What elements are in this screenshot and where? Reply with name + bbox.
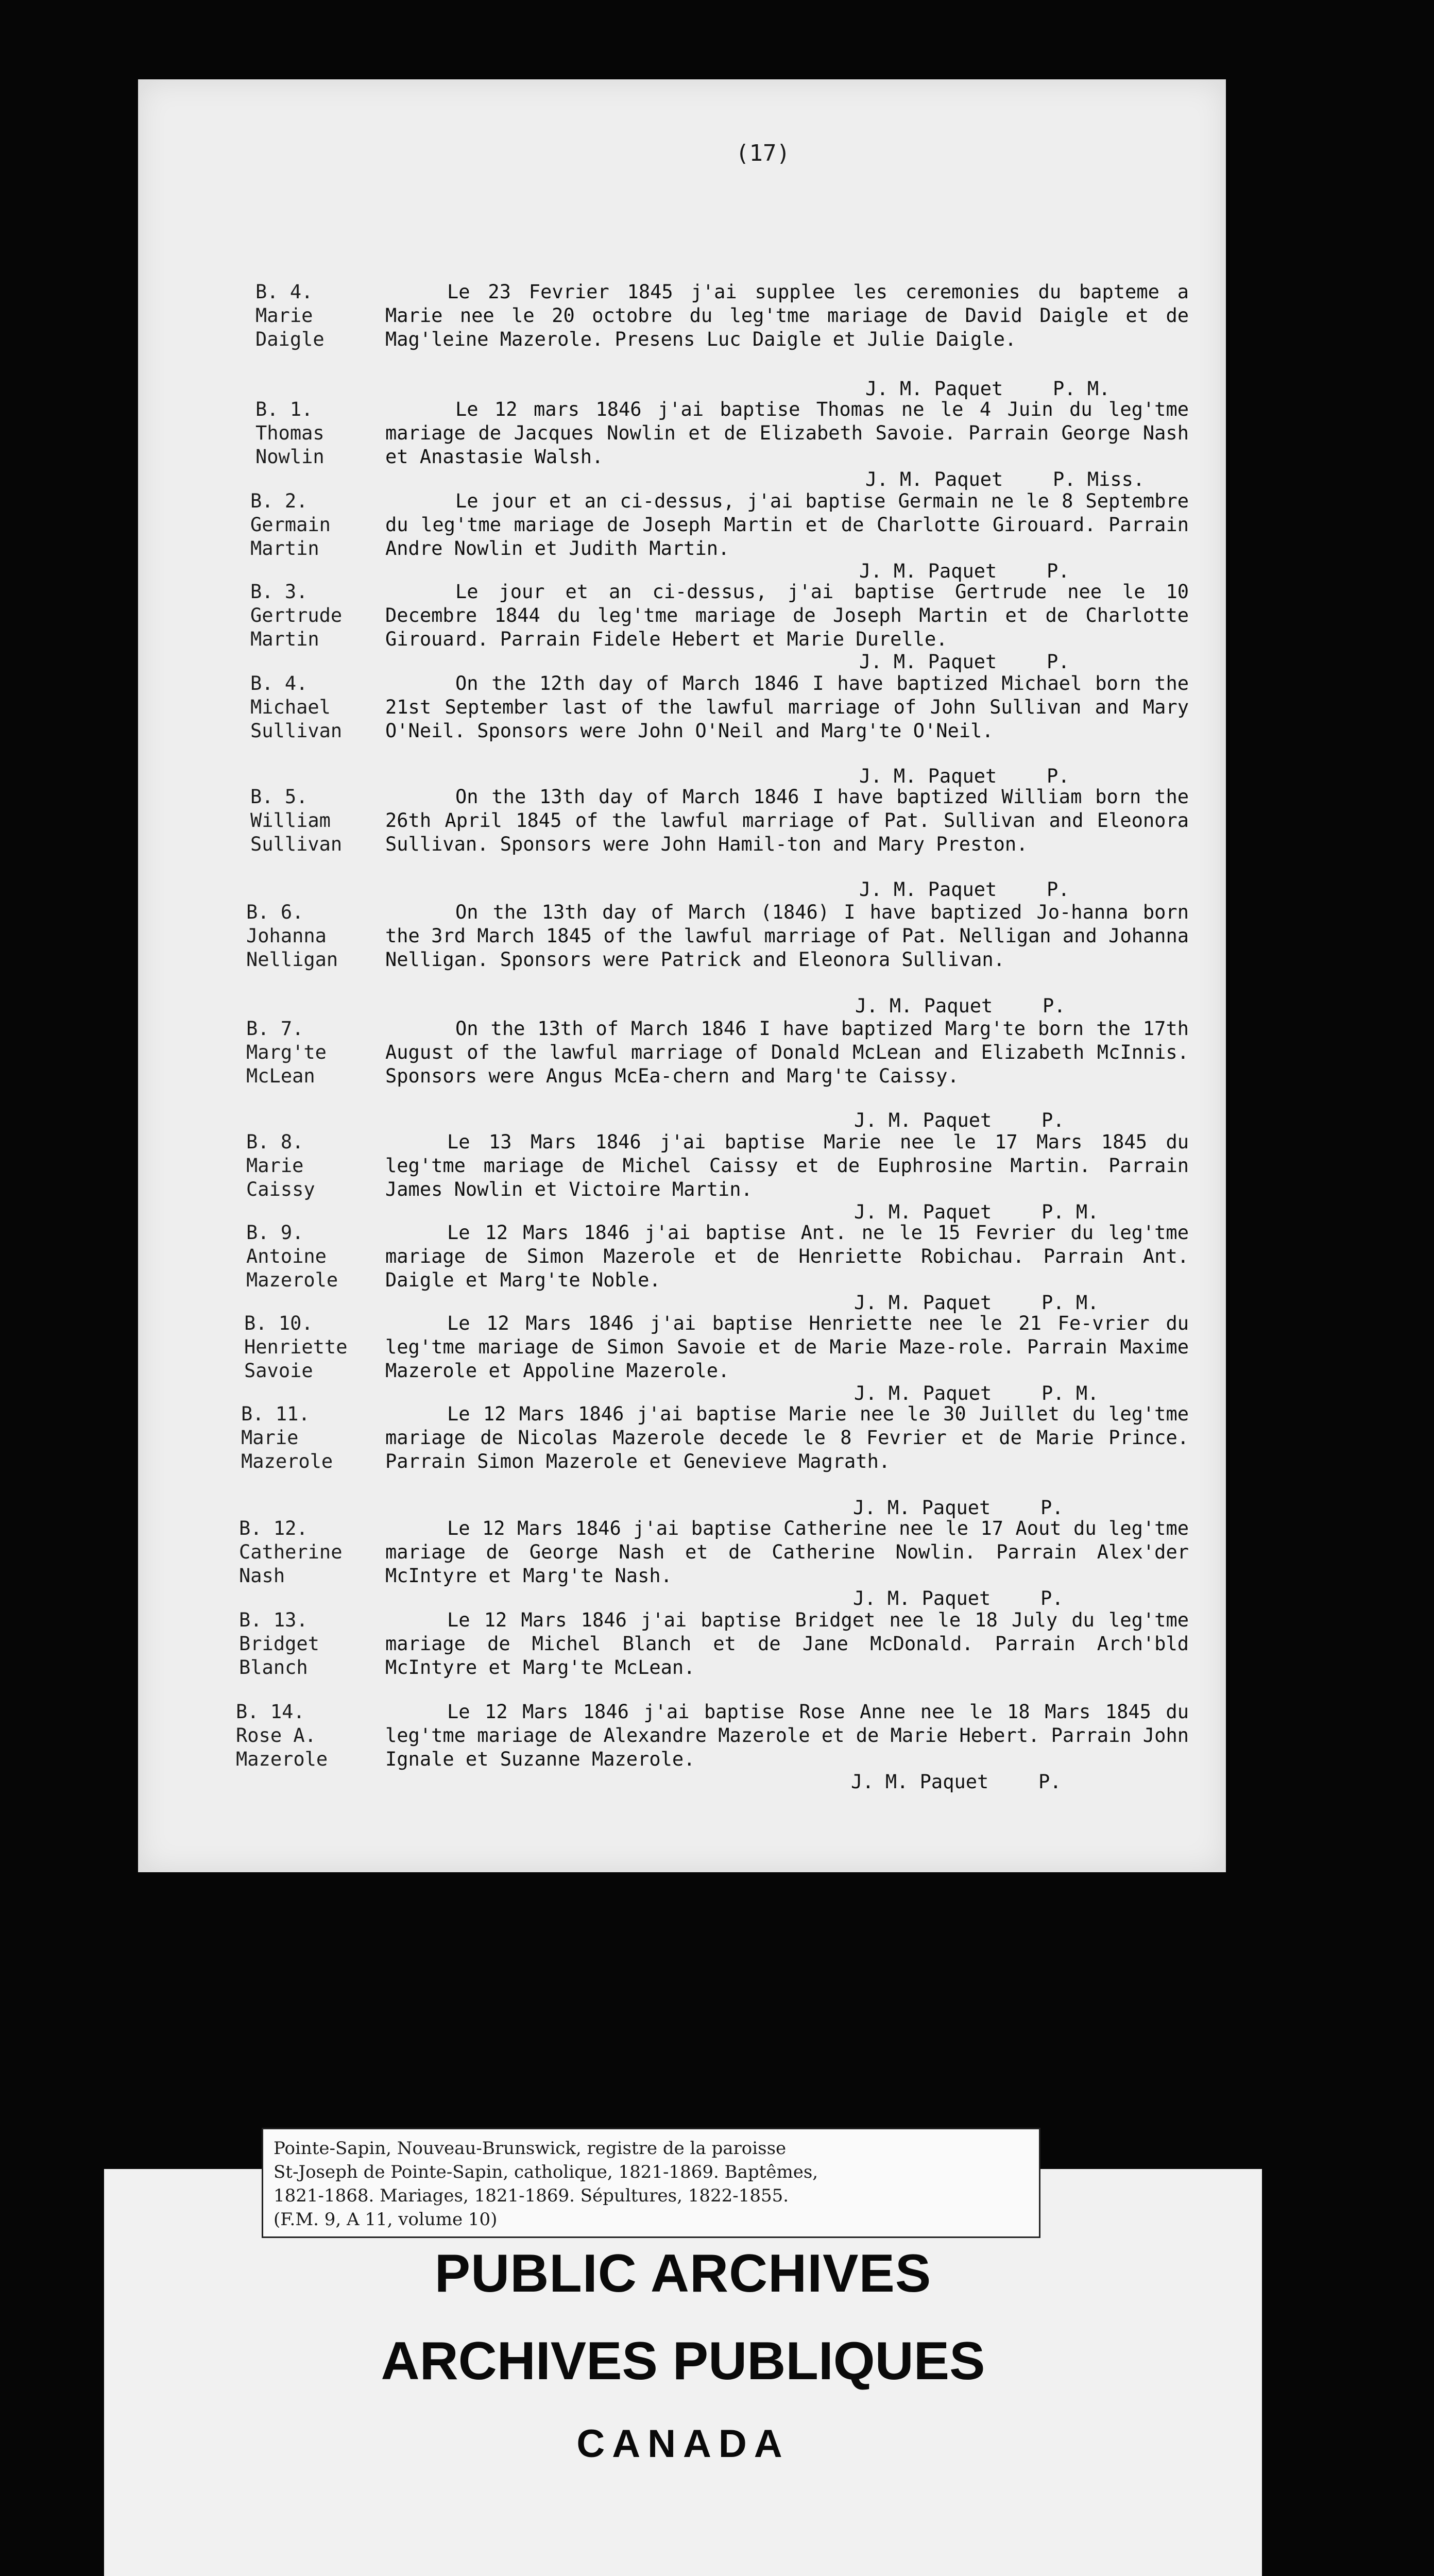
entry-text: Le 12 Mars 1846 j'ai baptise Marie nee le 30 Juillet du leg'tme mariage de Nicolas Mazerole decede le 8 Fevrier et de Marie Prince. Parrain Simon Mazerole et Genevieve Magrath.	[385, 1403, 1189, 1472]
priest-signature: J. M. Paquet	[859, 765, 997, 787]
entry-number: B. 4.	[250, 672, 308, 694]
priest-signature: J. M. Paquet	[859, 651, 997, 673]
surname: Martin	[250, 628, 319, 650]
surname: Savoie	[244, 1360, 313, 1382]
archive-heading-french: ARCHIVES PUBLIQUES	[381, 2331, 985, 2391]
surname: Mazerole	[246, 1269, 338, 1291]
entry-number: B. 5.	[250, 786, 308, 808]
given-name: Henriette	[244, 1336, 348, 1358]
priest-signature: J. M. Paquet	[851, 1771, 989, 1793]
priest-signature: J. M. Paquet	[865, 378, 1003, 400]
priest-signature: J. M. Paquet	[859, 878, 997, 901]
given-name: Marie	[241, 1427, 299, 1449]
priest-signature: J. M. Paquet	[854, 1109, 992, 1131]
entry-number: B. 6.	[246, 901, 304, 923]
given-name: Bridget	[239, 1633, 319, 1655]
priest-title: P. M.	[1042, 1292, 1099, 1314]
priest-signature: J. M. Paquet	[865, 468, 1003, 490]
given-name: Rose A.	[236, 1724, 316, 1747]
entry-text: Le jour et an ci-dessus, j'ai baptise Germain ne le 8 Septembre du leg'tme mariage de Joseph Martin et de Charlotte Girouard. Parrain Andre Nowlin et Judith Martin.	[385, 490, 1189, 560]
priest-title: P. Miss.	[1053, 468, 1145, 490]
entry-number: B. 12.	[239, 1517, 308, 1539]
margin-note	[236, 1700, 328, 1771]
surname: Mazerole	[236, 1748, 328, 1770]
entry-number: B. 3.	[250, 581, 308, 603]
priest-title: P.	[1040, 1587, 1064, 1609]
entry-number: B. 8.	[246, 1131, 304, 1153]
margin-note	[255, 398, 325, 469]
entry-text: Le 13 Mars 1846 j'ai baptise Marie nee le 17 Mars 1845 du leg'tme mariage de Michel Caissy et de Euphrosine Martin. Parrain James Nowlin et Victoire Martin.	[385, 1131, 1189, 1200]
surname: Nash	[239, 1565, 285, 1587]
margin-note	[250, 785, 342, 856]
given-name: Germain	[250, 514, 331, 536]
given-name: Michael	[250, 696, 331, 718]
entry-text: Le 12 Mars 1846 j'ai baptise Catherine nee le 17 Aout du leg'tme mariage de George Nash et de Catherine Nowlin. Parrain Alex'der McIntyre et Marg'te Nash.	[385, 1517, 1189, 1587]
surname: Martin	[250, 537, 319, 560]
entry-text: Le 12 Mars 1846 j'ai baptise Henriette nee le 21 Fe-vrier du leg'tme mariage de Simon Savoie et de Marie Maze-role. Parrain Maxime Mazerole et Appoline Mazerole.	[385, 1312, 1189, 1382]
priest-title: P. M.	[1042, 1382, 1099, 1404]
margin-note	[239, 1608, 319, 1680]
entry-number: B. 14.	[236, 1701, 305, 1723]
label-line: Pointe-Sapin, Nouveau-Brunswick, registre de la paroisse	[274, 2138, 787, 2159]
priest-signature: J. M. Paquet	[855, 995, 993, 1017]
given-name: Marg'te	[246, 1041, 327, 1063]
entry-text: Le 12 Mars 1846 j'ai baptise Rose Anne nee le 18 Mars 1845 du leg'tme mariage de Alexandre Mazerole et de Marie Hebert. Parrain John Ignale et Suzanne Mazerole.	[385, 1701, 1189, 1770]
margin-note	[244, 1312, 347, 1383]
margin-note	[250, 580, 342, 651]
priest-signature: J. M. Paquet	[854, 1382, 992, 1404]
label-line: 1821-1868. Mariages, 1821-1869. Sépultures, 1822-1855.	[274, 2185, 789, 2206]
priest-signature: J. M. Paquet	[859, 560, 997, 582]
priest-title: P.	[1040, 1497, 1064, 1519]
entry-number: B. 13.	[239, 1609, 308, 1631]
surname: Blanch	[239, 1656, 308, 1679]
margin-note	[241, 1402, 333, 1473]
entry-number: B. 11.	[241, 1403, 310, 1425]
entry-number: B. 2.	[250, 490, 308, 512]
margin-note	[246, 1017, 327, 1088]
entry-number: B. 4.	[255, 281, 313, 303]
given-name: Marie	[255, 304, 313, 327]
surname: Sullivan	[250, 720, 343, 742]
margin-note	[246, 901, 338, 972]
entry-number: B. 7.	[246, 1018, 304, 1040]
entry-text: On the 13th day of March 1846 I have baptized William born the 26th April 1845 of the lawful marriage of Pat. Sullivan and Eleonora Sullivan. Sponsors were John Hamil-ton and Mary Preston.	[385, 786, 1189, 855]
entry-number: B. 10.	[244, 1312, 313, 1334]
margin-note	[246, 1130, 315, 1201]
label-line: (F.M. 9, A 11, volume 10)	[274, 2209, 498, 2230]
surname: Nowlin	[255, 446, 325, 468]
margin-note	[239, 1517, 342, 1588]
entry-text: On the 12th day of March 1846 I have baptized Michael born the 21st September last of the lawful marriage of John Sullivan and Mary O'Neil. Sponsors were John O'Neil and Marg'te O'Neil.	[385, 672, 1189, 742]
given-name: Antoine	[246, 1245, 327, 1267]
surname: Sullivan	[250, 833, 343, 855]
given-name: Marie	[246, 1155, 304, 1177]
surname: Daigle	[255, 328, 325, 350]
archive-heading-english: PUBLIC ARCHIVES	[434, 2244, 932, 2303]
given-name: Thomas	[255, 422, 325, 444]
entry-text: Le 23 Fevrier 1845 j'ai supplee les ceremonies du bapteme a Marie nee le 20 octobre du leg'tme mariage de David Daigle et de Mag'leine Mazerole. Presens Luc Daigle et Julie Daigle.	[385, 281, 1189, 350]
entry-number: B. 9.	[246, 1222, 304, 1244]
entry-text: Le 12 Mars 1846 j'ai baptise Ant. ne le 15 Fevrier du leg'tme mariage de Simon Mazerole et de Henriette Robichau. Parrain Ant. Daigle et Marg'te Noble.	[385, 1222, 1189, 1291]
entry-text: Le jour et an ci-dessus, j'ai baptise Gertrude nee le 10 Decembre 1844 du leg'tme mariage de Joseph Martin et de Charlotte Girouard. Parrain Fidele Hebert et Marie Durelle.	[385, 581, 1189, 650]
priest-title: P.	[1047, 651, 1070, 673]
priest-signature: J. M. Paquet	[853, 1587, 991, 1609]
priest-title: P.	[1043, 995, 1066, 1017]
entry-text: Le 12 mars 1846 j'ai baptise Thomas ne le 4 Juin du leg'tme mariage de Jacques Nowlin et de Elizabeth Savoie. Parrain George Nash et Anastasie Walsh.	[385, 398, 1189, 468]
archive-label	[262, 2128, 1040, 2238]
label-line: St-Joseph de Pointe-Sapin, catholique, 1821-1869. Baptêmes,	[274, 2162, 818, 2182]
given-name: Catherine	[239, 1541, 343, 1563]
given-name: William	[250, 809, 331, 832]
priest-title: P.	[1047, 878, 1070, 901]
surname: Mazerole	[241, 1450, 333, 1472]
given-name: Gertrude	[250, 604, 343, 626]
surname: Caissy	[246, 1178, 315, 1200]
priest-title: P. M.	[1053, 378, 1111, 400]
margin-note	[250, 672, 342, 743]
entry-text: On the 13th of March 1846 I have baptized Marg'te born the 17th August of the lawful marriage of Donald McLean and Elizabeth McInnis. Sponsors were Angus McEa-chern and Marg'te Caissy.	[385, 1018, 1189, 1087]
priest-signature: J. M. Paquet	[854, 1201, 992, 1223]
margin-note	[255, 280, 325, 351]
margin-note	[246, 1221, 338, 1292]
priest-title: P.	[1038, 1771, 1062, 1793]
entry-text: On the 13th day of March (1846) I have baptized Jo-hanna born the 3rd March 1845 of the lawful marriage of Pat. Nelligan and Johanna Nelligan. Sponsors were Patrick and Eleonora Sullivan.	[385, 901, 1189, 971]
priest-signature: J. M. Paquet	[853, 1497, 991, 1519]
priest-signature: J. M. Paquet	[854, 1292, 992, 1314]
priest-title: P.	[1047, 765, 1070, 787]
surname: Nelligan	[246, 948, 338, 971]
entry-text: Le 12 Mars 1846 j'ai baptise Bridget nee le 18 July du leg'tme mariage de Michel Blanch et de Jane McDonald. Parrain Arch'bld McIntyre et Marg'te McLean.	[385, 1609, 1189, 1679]
margin-note	[250, 489, 331, 561]
given-name: Johanna	[246, 925, 327, 947]
archive-heading-country: CANADA	[576, 2422, 790, 2466]
surname: McLean	[246, 1065, 315, 1087]
page-number: (17)	[736, 140, 790, 166]
entry-number: B. 1.	[255, 398, 313, 420]
priest-title: P.	[1047, 560, 1070, 582]
priest-title: P.	[1042, 1109, 1065, 1131]
register-page	[138, 79, 1226, 1872]
priest-title: P. M.	[1042, 1201, 1099, 1223]
